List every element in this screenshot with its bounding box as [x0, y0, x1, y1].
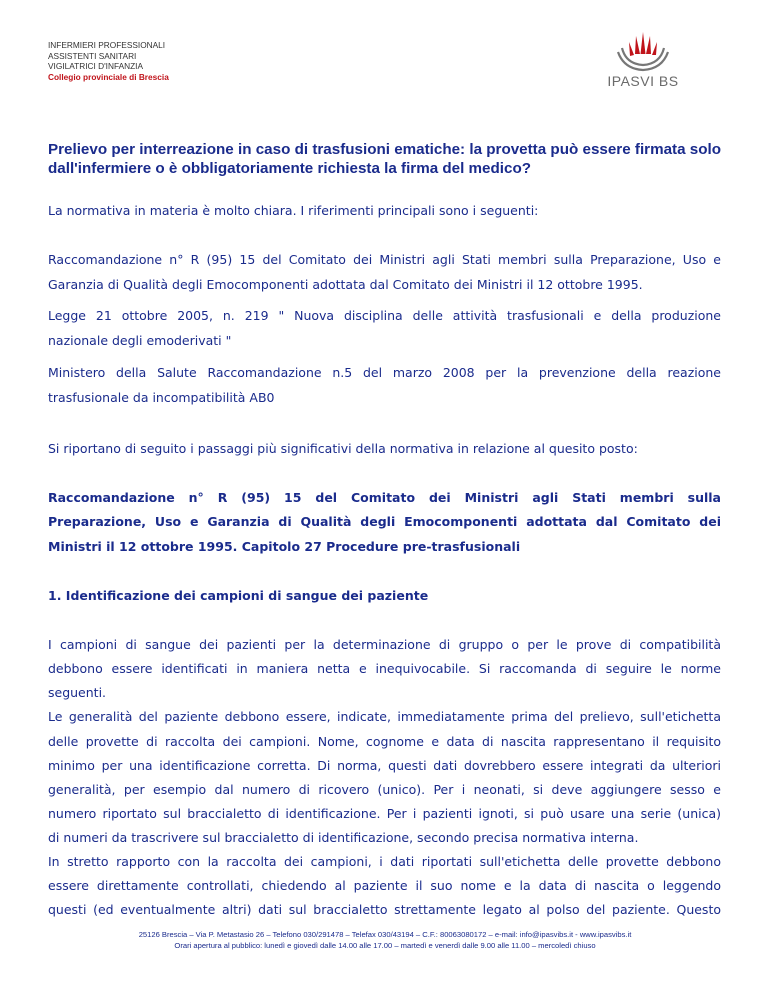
reference-1-line-2: Garanzia di Qualità degli Emocomponenti adottata dal Comitato dei Ministri il 12 ottobre 1995. — [48, 277, 643, 292]
reference-1-line-1: Raccomandazione n° R (95) 15 del Comitato dei Ministri agli Stati membri sulla Preparazione, Uso e — [48, 252, 721, 267]
footer-opening-hours: Orari apertura al pubblico: lunedì e giovedì dalle 14.00 alle 17.00 – martedì e venerdì dalle 9.00 alle 11.00 – mercoledì chiuso — [174, 941, 596, 950]
section-heading-line-3: Ministri il 12 ottobre 1995. Capitolo 27 Procedure pre-trasfusionali — [48, 539, 521, 554]
page-footer — [40, 929, 730, 951]
body-line: seguenti. — [48, 685, 107, 700]
org-line-2: ASSISTENTI SANITARI — [48, 50, 137, 61]
intro-text: La normativa in materia è molto chiara. I riferimenti principali sono i seguenti: — [48, 203, 539, 218]
body-line: essere direttamente controllati, chiedendo al paziente il suo nome e la data di nascita o leggendo — [48, 878, 721, 893]
footer-address: 25126 Brescia – Via P. Metastasio 26 – Telefono 030/291478 – Telefax 030/43194 – C.F.: 80063080172 – e-mail: info@ipasvibs.it - www.ipasvibs.it — [138, 930, 632, 939]
passages-intro: Si riportano di seguito i passaggi più significativi della normativa in relazione al quesito posto: — [48, 441, 638, 456]
body-line: minimo per una identificazione corretta. Di norma, questi dati dovrebbero essere integrati da ulteriori — [48, 758, 721, 773]
body-line: questi (ed eventualmente altri) dati sul braccialetto strettamente legato al polso del paziente. Questo — [48, 902, 721, 917]
org-line-1: INFERMIERI PROFESSIONALI — [48, 40, 166, 50]
body-line: delle provette di raccolta dei campioni. Nome, cognome e data di nascita rappresentano il requisito — [48, 734, 721, 749]
logo-text: IPASVI BS — [607, 73, 679, 89]
organization-header — [48, 40, 169, 82]
reference-3-line-1: Ministero della Salute Raccomandazione n.5 del marzo 2008 per la prevenzione della reazione — [48, 365, 721, 380]
college-name: Collegio provinciale di Brescia — [48, 71, 169, 82]
page-title: Prelievo per interreazione in caso di trasfusioni ematiche: la provetta può essere firmata solo dall'infermiere o è obbligatoriamente richiesta la firma del medico? — [48, 141, 721, 177]
body-line: numero riportato sul braccialetto di identificazione. Per i pazienti ignoti, si può usare una serie (unica) — [48, 806, 721, 821]
body-line: I campioni di sangue dei pazienti per la determinazione di gruppo o per le prove di compatibilità — [48, 637, 721, 652]
org-line-3: VIGILATRICI D'INFANZIA — [48, 61, 144, 72]
section-heading-line-2: Preparazione, Uso e Garanzia di Qualità degli Emocomponenti adottata dal Comitato dei — [48, 514, 721, 529]
body-line: In stretto rapporto con la raccolta dei campioni, i dati riportati sull'etichetta delle provette debbono — [48, 854, 721, 869]
subheading: 1. Identificazione dei campioni di sangue dei paziente — [48, 588, 429, 603]
body-line: di numeri da trascrivere sul braccialetto di identificazione, secondo precisa normativa interna. — [48, 830, 639, 845]
reference-2-line-2: nazionale degli emoderivati " — [48, 333, 232, 348]
body-line: debbono essere identificati in maniera netta e inequivocabile. Si raccomanda di seguire le norme — [48, 661, 721, 676]
body-line: Le generalità del paziente debbono essere, indicate, immediatamente prima del prelievo, sull'etichetta — [48, 709, 721, 724]
ipasvi-logo — [598, 26, 688, 96]
logo-flame-icon — [598, 26, 688, 72]
reference-2-line-1: Legge 21 ottobre 2005, n. 219 " Nuova disciplina delle attività trasfusionali e della produzione — [48, 308, 721, 323]
body-line: generalità, per esempio dal numero di ricovero (unico). Per i neonati, si deve aggiungere sesso e — [48, 782, 721, 797]
section-heading-line-1: Raccomandazione n° R (95) 15 del Comitato dei Ministri agli Stati membri sulla — [48, 490, 721, 505]
reference-3-line-2: trasfusionale da incompatibilità AB0 — [48, 390, 275, 405]
